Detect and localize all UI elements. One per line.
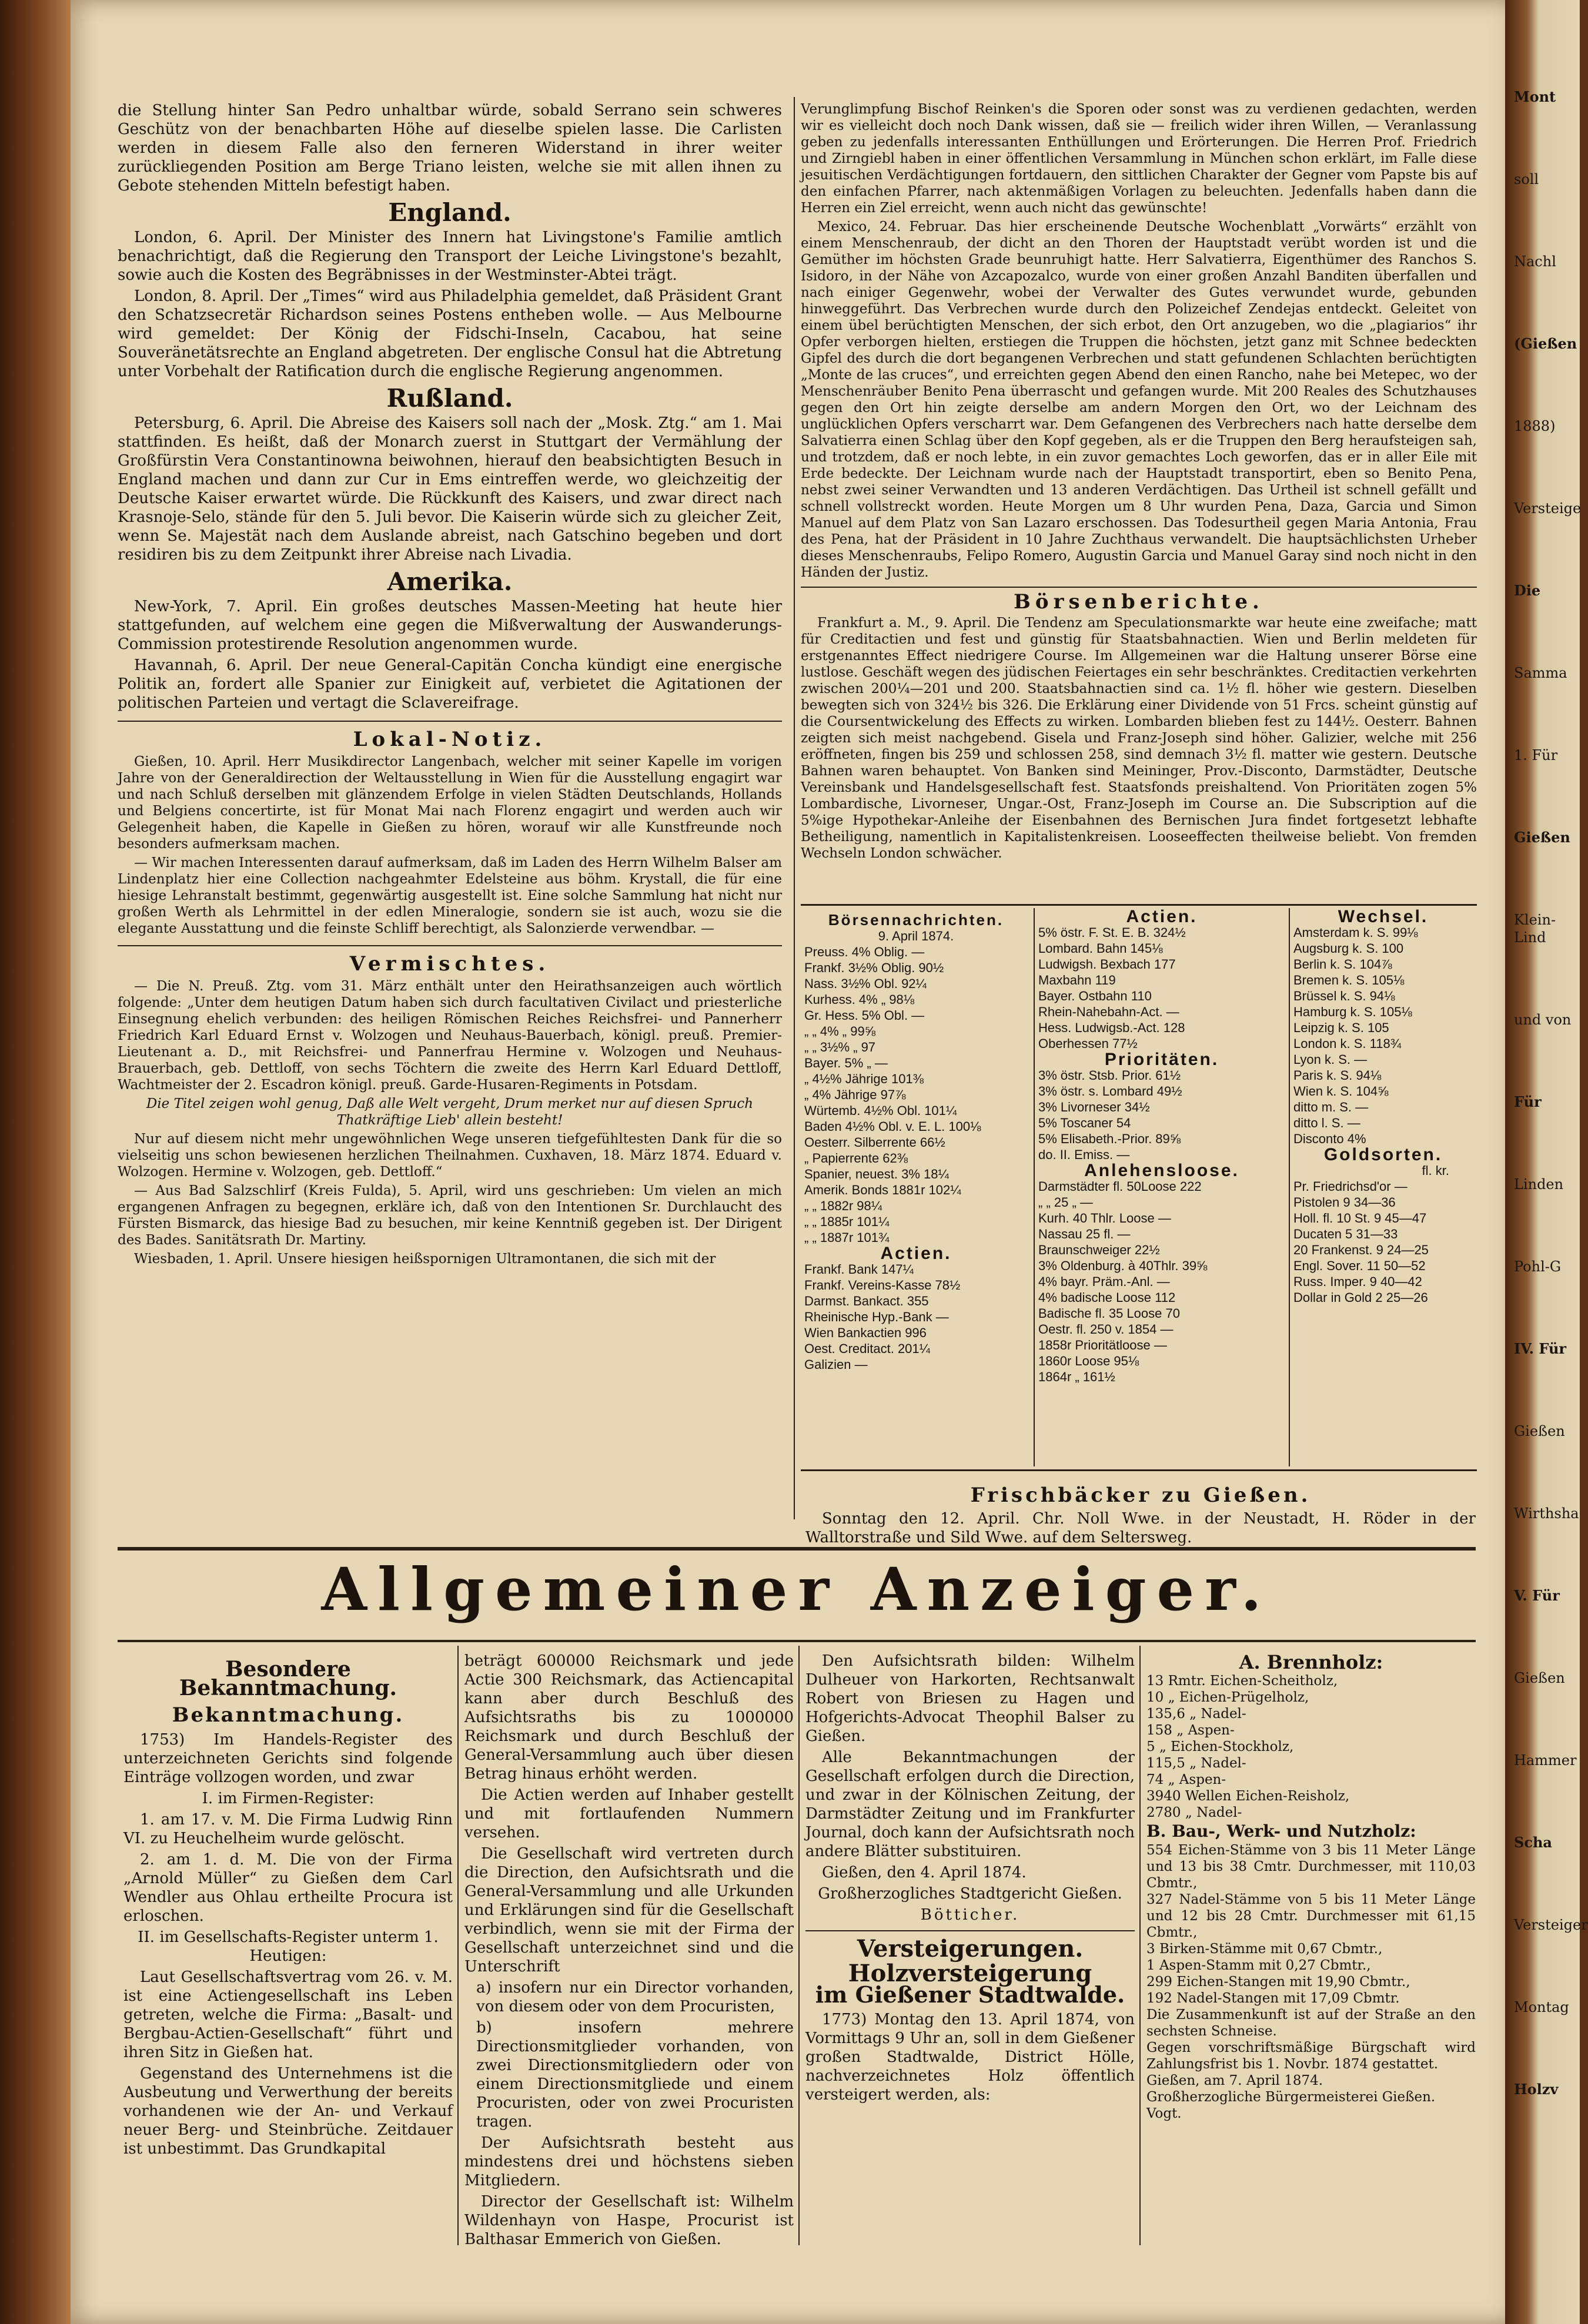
table-row: Brüssel k. S. 94⅛ [1293,989,1395,1003]
table-row: „ „ 1882r 98¼ [804,1198,882,1213]
table-row: ditto m. S. — [1293,1100,1369,1114]
table-row: „ 4½% Jährige 101⅜ [804,1071,924,1086]
article-carlisten: die Stellung hinter San Pedro unhaltbar würde, sobald Serrano sein schweres Geschütz von der benachbarten Höhe auf dieselbe spielen lasse. Die Carlisten werden in diesem Falle also den ferneren Widerstand in ihrer weiter zurückliegenden Position am Berge Triano leisten, welche sie mit allen ihnen zu Gebote stehenden Mitteln befestigt haben. [118,102,782,195]
heading-brennholz: A. Brennholz: [1239,1651,1383,1673]
auction-text: 1773) Montag den 13. April 1874, von Vormittags 9 Uhr an, soll in dem Gießener großen Stadtwalde, District Hölle, nachverzeichnetes Holz öffentlich versteigert werden, als: [805,2011,1135,2104]
table-row: 192 Nadel-Stangen mit 17,09 Cbmtr. [1146,1991,1400,2006]
table-row: Kurhess. 4% „ 98⅛ [804,992,915,1007]
edge-fragment: Mont [1514,88,1556,105]
table-row: Gießen, am 7. April 1874. [1146,2073,1323,2088]
book-spine-shadow [0,0,71,2324]
ad-column-4 [1146,1652,1476,2122]
article-vermischtes-1: — Die N. Preuß. Ztg. vom 31. März enthält unter den Heirathsanzeigen auch wörtlich folgende: „Unter dem heutigen Datum haben sich durch facultativen Civilact und priesterliche Einsegnung ehelich verbunden: des heiligen Römischen Reiches Reichsfrei- und Pannerherr Friedrich Karl Eduard Ernst v. Wolzogen und Neuhaus-Bauerbach, königl. preuß. Premier-Lieutenant a. D., mit Reichsfrei- und Pannerfrau Hermine v. Wolzogen und Neuhaus-Brauerbach, geb. Dettloff, von sechs Töchtern die zweite des Herrn Karl Eduard Dettloff, Wachtmeister der 2. Escadron königl. preuß. Garde-Husaren-Regiments in Potsdam. [118,979,782,1093]
table-row: Gegen vorschriftsmäßige Bürgschaft wird Zahlungsfrist bis 1. Novbr. 1874 gestattet. [1146,2040,1476,2072]
table-row: ditto l. S. — [1293,1116,1360,1130]
edge-fragment: Samma [1514,665,1567,681]
table-row: Darmst. Bankact. 355 [804,1294,929,1308]
edge-fragment: Versteiger [1514,1917,1588,1933]
heading-boersenberichte: Börsenberichte. [1014,590,1264,614]
article-mexico: Mexico, 24. Februar. Das hier erscheinende Deutsche Wochenblatt „Vorwärts“ erzählt von einem Menschenraub, der dicht an den Thoren der Hauptstadt verübt worden ist und die Gemüther im höchsten Grade beunruhigt hatte. Herr Salvatierra, Eigenthümer des Ranchos S. Isidoro, in der Nähe von Azcapozalco, wurde von einer großen Anzahl Banditen überfallen und nach einiger Gegenwehr, wobei der Verwalter des Gutes verwundet wurde, gebunden hinweggeführt. Das Verbrechen wurde durch den Polizeichef Zendejas entdeckt. Geleitet von einem übel berüchtigten Menschen, der sich erbot, den Ort anzugeben, wo die „plagiarios“ ihr Opfer verborgen hielten, erstiegen die Truppen die höchsten, jetzt ganz mit Schnee bedeckten Gipfel des durch die dort begangenen Verbrechen und statt gefundenen Schlachten berüchtigten „Monte de las cruces“, und erreichten gegen Abend den einen Rancho, nahe bei Metepec, wo der Menschenräuber Benito Pena überrascht und gefangen wurde. Mit 200 Reales des Schutzhauses gegen den Ort hin zeigte derselbe am andern Morgen den Ort, wo der Leichnam des unglücklichen Opfers verscharrt war. Dem Gefangenen des Verbrechers nach hatte derselbe dem Salvatierra einen Schlag über den Kopf gegeben, als er die Truppen den Berg heraufsteigen sah, und trotzdem, daß er noch lebte, in ein zuvor gemachtes Loch geworfen, das er in aller Eile mit Erde bedeckte. Der Leichnam wurde nach der Hauptstadt transportirt, eben so Benito Pena, nebst zwei seiner Verwandten und 13 anderen Verdächtigen. Das Urtheil ist schnell gefällt und schnell vollstreckt worden. Heute Morgen um 8 Uhr wurden Pena, Daza, Garcia und Simon Manuel auf dem Platz von San Lazaro erschossen. Das Todesurtheil gegen Maria Antonia, Frau des Pena, hat der Präsident in 10 Jahre Zuchthaus verwandelt. Die hauptsächlichsten Urheber dieses Menschenraubs, Felipo Romero, Augustin Garcia und Manuel Garay sind noch nicht in den Händen der Justiz. [801,219,1477,580]
heading-bekanntmachung: Bekanntmachung. [172,1703,404,1727]
table-row: do. II. Emiss. — [1038,1147,1130,1162]
notice-signature: Bötticher. [920,1906,1020,1924]
edge-fragment: Scha [1514,1834,1552,1851]
table-row: Disconto 4% [1293,1131,1366,1146]
table-row: 4% badische Loose 112 [1038,1290,1176,1305]
table-row: Braunschweiger 22½ [1038,1243,1160,1257]
edge-fragment: Nachl [1514,253,1556,270]
article-new-york: New-York, 7. April. Ein großes deutsches Massen-Meeting hat heute hier stattgefunden, auf welchem eine gegen die Mißverwaltung der Auswanderungs-Commission protestirende Resolution angenommen wurde. [118,598,782,653]
article-lokal-1: Gießen, 10. April. Herr Musikdirector Langenbach, welcher mit seiner Kapelle im vorigen Jahre von der Generaldirection der Weltausstellung in Wien für die Ausstellung engagirt war und nach Schluß derselben mit glänzendem Erfolge in vielen Städten Deutschlands, Hollands und Belgiens concertirte, ist für Monat Mai nach Florenz engagirt und werden auch wir Gelegenheit haben, die Kapelle in Gießen zu hören, worauf wir alle Kunstfreunde noch besonders aufmerksam machen. [118,754,782,852]
table-row: Großherzogliche Bürgermeisterei Gießen. [1146,2089,1436,2105]
table-title: Börsennachrichten. [828,911,1004,929]
notice-text: Die Gesellschaft wird vertreten durch die Direction, den Aufsichtsrath und die General-Versammlung und alle Urkunden und Erklärungen sind für die Gesellschaft verbindlich, wenn sie mit der Firma der Gesellschaft unterzeichnet sind und die Unterschrift [464,1845,794,1975]
edge-fragment: (Gießen [1514,335,1577,352]
edge-fragment: Die [1514,582,1541,599]
edge-fragment: Linden [1514,1176,1564,1193]
table-row: 13 Rmtr. Eichen-Scheitholz, [1146,1673,1338,1689]
frischbaecker-notice [805,1481,1476,1549]
article-vermischtes-2: Nur auf diesem nicht mehr ungewöhnlichen Wege unseren tiefgefühltesten Dank für die so vielseitig uns schon bewiesenen herzlichen Theilnahmen. Cuxhaven, 18. März 1874. Eduard v. Wolzogen. Hermine v. Wolzogen, geb. Dettloff.“ [118,1131,782,1180]
table-row: 135,6 „ Nadel- [1146,1706,1246,1722]
table-row: Frankf. 3½% Oblig. 90½ [804,960,944,975]
table-title-prioritaeten: Prioritäten. [1104,1050,1219,1069]
table-row: 115,5 „ Nadel- [1146,1756,1246,1771]
notice-text: b) insofern mehrere Directionsmitglieder vorhanden, von zwei Directionsmitgliedern oder von einem Directionsmitgliede und einem Procuristen, oder von zwei Procuristen tragen. [476,2019,794,2131]
table-row: Die Zusammenkunft ist auf der Straße an den sechsten Schneise. [1146,2007,1476,2039]
table-row: 1864r „ 161½ [1038,1369,1115,1384]
edge-fragment: Gießen [1514,1670,1565,1686]
edge-fragment: Wirthsha [1514,1505,1579,1522]
edge-fragment: Hammer [1514,1752,1577,1769]
article-lokal-2: — Wir machen Interessenten darauf aufmerksam, daß im Laden des Herrn Wilhelm Balser am Lindenplatz hier eine Collection nachgeahmter Edelsteine aus böhm. Krystall, die für eine hiesige Lehranstalt bestimmt, gegenwärtig ausgestellt ist. Eine solche Sammlung hat nicht nur großen Werth als Lehrmittel in der edlen Mineralogie, sondern sie ist auch, wozu sie die elegante Ausstattung und die feinste Schliff berechtigt, als Salonzierde verwendbar. — [118,855,782,936]
table-row: „ „ 1885r 101¼ [804,1214,890,1229]
table-row: 20 Frankenst. 9 24—25 [1293,1243,1429,1257]
table-row: „ „ 1887r 101¾ [804,1230,890,1245]
notice-text: II. im Gesellschafts-Register unterm 1. Heutigen: [138,1928,439,1965]
table-rows [804,1261,1028,1372]
table-row: Ludwigsh. Bexbach 177 [1038,957,1176,972]
edge-fragment: Pohl-G [1514,1258,1562,1275]
column-news-right [801,101,1477,864]
edge-fragment: Montag [1514,1999,1569,2015]
table-title-goldsorten: Goldsorten. [1323,1145,1443,1164]
table-row: Leipzig k. S. 105 [1293,1020,1389,1035]
heading-frischbaecker: Frischbäcker zu Gießen. [970,1484,1311,1507]
table-row: 74 „ Aspen- [1146,1772,1226,1787]
table-row: Amerik. Bonds 1881r 102¼ [804,1183,961,1197]
table-row: Oest. Creditact. 201¼ [804,1341,930,1356]
table-row: Augsburg k. S. 100 [1293,941,1404,956]
table-row: 3% Oldenburg. à 40Thlr. 39⅝ [1038,1258,1208,1273]
notice-authority: Großherzogliches Stadtgericht Gießen. [818,1885,1122,1903]
table-row: Amsterdam k. S. 99⅛ [1293,925,1418,940]
table-row: 327 Nadel-Stämme von 5 bis 11 Meter Länge und 12 bis 28 Cmtr. Durchmesser mit 61,15 Cbmtr., [1146,1892,1476,1940]
notice-text: Die Actien werden auf Inhaber gestellt und mit fortlaufenden Nummern versehen. [464,1786,794,1841]
table-row: Nassau 25 fl. — [1038,1227,1131,1241]
notice-text: 1753) Im Handels-Register des unterzeichneten Gerichts sind folgende Einträge vollzogen worden, und zwar [123,1731,453,1786]
table-row: Kurh. 40 Thlr. Loose — [1038,1211,1171,1225]
table-row: London k. S. 118¾ [1293,1036,1402,1051]
table-row: Oesterr. Silberrente 66½ [804,1135,945,1150]
table-row: Berlin k. S. 104⅞ [1293,957,1392,972]
table-row: 3% Livorneser 34½ [1038,1100,1150,1114]
table-row: „ 4% Jährige 97⅞ [804,1087,906,1102]
table-row: Maxbahn 119 [1038,973,1116,987]
heading-allgemeiner-anzeiger: Allgemeiner Anzeiger. [321,1555,1272,1624]
edge-fragment: V. Für [1514,1587,1560,1604]
edge-fragment: 1888) [1514,418,1556,434]
section-rule [118,1547,1476,1551]
notice-text: 2. am 1. d. M. Die von der Firma „Arnold Müller“ zu Gießen dem Carl Wendler aus Ohlau ertheilte Procura ist erloschen. [123,1851,453,1925]
table-row: 1860r Loose 95⅛ [1038,1354,1139,1368]
table-row: 5% Toscaner 54 [1038,1116,1131,1130]
table-row: Spanier, neuest. 3% 18¼ [804,1167,949,1181]
article-reinkens: Verunglimpfung Bischof Reinken's die Sporen oder sonst was zu verdienen gedachten, werden wir es vielleicht doch noch Dank wissen, daß sie — freilich wider ihren Willen, — Veranlassung geben zu jedenfalls interessanten Enthüllungen und Erörterungen. Die Herren Prof. Friedrich und Zirngiebl haben in einer öffentlichen Versammlung in München schon erklärt, im Falle diese jesuitischen Verdächtigungen fortdauern, den sittlichen Charakter der Gegner vom Papste bis auf den einfachen Pfarrer, nach aktenmäßigen Vorlagen zu beleuchten. Jedenfalls haben dann die Herren ein Ziel erreicht, wenn auch nicht das gewünschte! [801,102,1477,216]
edge-fragment: Gießen [1514,1423,1565,1439]
notice-text: Laut Gesellschaftsvertrag vom 26. v. M. ist eine Actiengesellschaft ins Leben getreten, welche die Firma: „Basalt- und Bergbau-Actien-Gesellschaft“ führt und ihren Sitz in Gießen hat. [123,1968,453,2061]
article-frankfurt: Frankfurt a. M., 9. April. Die Tendenz am Speculationsmarkte war heute eine zweifache; matt für Creditactien und fest und günstig für Staatsbahnactien. Wien und Berlin meldeten für erstgenanntes Effect niedrigere Course. Im Allgemeinen war die Haltung unserer Börse eine lustlose. Geschäft wegen des jüdischen Feiertages ein sehr beschränktes. Creditactien verkehrten zwischen 200¼—201 und 200. Staatsbahnactien sind ca. 1½ fl. höher wie gestern. Dieselben bewegten sich von 324½ bis 326. Die Erklärung einer Dividende von 51 Frcs. scheint günstig auf die Coursentwickelung des Effects zu wirken. Lombarden blieben fest zu 144½. Oesterr. Bahnen zeigten sich meist nachgebend. Gisela und Franz-Joseph sind höher. Galizier, welche mit 256 eröffneten, fingen bis 259 und schlossen 258, sind demnach 3½ fl. matter wie gestern. Deutsche Bahnen waren behauptet. Von Banken sind Meininger, Prov.-Disconto, Darmstädter, Deutsche Vereinsbank und Handelsgesellschaft fest. Staatsfonds preishaltend. Von Prioritäten zogen 5% Lombardische, Livorneser, Ungar.-Ost, Franz-Joseph im Course an. Die Subscription auf die 5%ige Hypothekar-Anleihe der Eisenbahnen des Bernischen Jura findet fortgesetzt lebhafte Betheiligung, namentlich in Kapitalistenkreisen. Looseeffecten theilweise beliebt. Von fremden Wechseln London schwächer. [801,615,1477,861]
edge-fragment: Klein-Lind [1514,912,1556,946]
table-row: 158 „ Aspen- [1146,1723,1235,1738]
table-row: Frankf. Vereins-Kasse 78½ [804,1278,961,1292]
table-row: Oestr. fl. 250 v. 1854 — [1038,1322,1174,1337]
table-row: Frankf. Bank 147¼ [804,1262,914,1277]
wood-details [1146,1842,1476,2122]
divider [805,1930,1135,1931]
table-rows [1293,925,1473,1147]
ad-column-3 [805,1652,1135,2107]
table-rows [1293,1178,1473,1305]
table-date: 9. April 1874. [878,929,954,943]
table-row: Gr. Hess. 5% Obl. — [804,1008,925,1023]
table-row: 1858r Prioritätloose — [1038,1338,1167,1352]
edge-fragment: soll [1514,171,1539,187]
article-vermischtes-3: — Aus Bad Salzschlirf (Kreis Fulda), 5. April, wird uns geschrieben: Um vielen an mich ergangenen Anfragen zu begegnen, erkläre ich, daß von den Intentionen Sr. Durchlaucht des Fürsten Bismarck, das hiesige Bad zu besuchen, mir keine Kenntniß gegeben ist. Der Dirigent des Bades. Sanitätsrath Dr. Martiny. [118,1183,782,1248]
notice-text: Gegenstand des Unternehmens ist die Ausbeutung und Verwerthung der bereits vorhandenen wie der An- und Verkauf neuer Berg- und Steinbrüche. Zeitdauer ist unbestimmt. Das Grundkapital [123,2065,453,2158]
table-boersennachrichten [804,912,1028,1372]
table-row: 5% östr. F. St. E. B. 324½ [1038,925,1186,940]
table-row: 5 „ Eichen-Stockholz, [1146,1739,1294,1754]
table-row: Preuss. 4% Oblig. — [804,945,925,959]
table-bottom-rule [801,1469,1477,1471]
article-havannah: Havannah, 6. April. Der neue General-Capitän Concha kündigt eine energische Politik an, fordert alle Spanier zur Einigkeit auf, verbietet die Agitationen der politischen Parteien und vertagt die Sclavereifrage. [118,657,782,712]
table-row: Pr. Friedrichsd'or — [1293,1179,1408,1194]
table-row: Bayer. 5% „ — [804,1056,888,1070]
table-top-rule [801,904,1477,906]
table-row: Engl. Sover. 11 50—52 [1293,1258,1426,1273]
notice-text: I. im Firmen-Register: [202,1790,375,1807]
table-rows [1038,1178,1285,1385]
notice-text: 1. am 17. v. M. Die Firma Ludwig Rinn VI. zu Heuchelheim wurde gelöscht. [123,1811,453,1847]
edge-fragment: 1. Für [1514,747,1558,763]
table-row: Vogt. [1146,2106,1182,2121]
table-row: Rheinische Hyp.-Bank — [804,1310,949,1324]
next-page-fragments [1514,88,1588,2263]
table-rows [804,944,1028,1245]
table-row: Baden 4½% Obl. v. E. L. 100⅛ [804,1119,981,1134]
heading-russland: Rußland. [386,384,513,413]
wood-list [1146,1673,1476,1821]
edge-fragment: Holzv [1514,2081,1559,2098]
table-row: Lombard. Bahn 145⅛ [1038,941,1163,956]
edge-fragment: Gießen [1514,829,1570,846]
table-row: Bayer. Ostbahn 110 [1038,989,1152,1003]
frischbaecker-text: Sonntag den 12. April. Chr. Noll Wwe. in der Neustadt, H. Röder in der Walltorstraße und Sild Wwe. auf dem Seltersweg. [805,1510,1476,1546]
article-london-1: London, 6. April. Der Minister des Innern hat Livingstone's Familie amtlich benachrichtigt, daß die Regierung den Transport der Leiche Livingstone's bezahlt, sowie auch die Kosten des Begräbnisses in der Westminster-Abtei trägt. [118,229,782,284]
article-london-2: London, 8. April. Der „Times“ wird aus Philadelphia gemeldet, daß Präsident Grant den Schatzsecretär Richardson seines Postens entheben wolle. — Aus Melbourne wird gemeldet: Der König der Fidschi-Inseln, Cacabou, hat seine Souveränetätsrechte an England abgetreten. Der englische Consul hat die Abtretung unter Vorbehalt der Ratification durch die englische Regierung angenommen. [118,287,782,380]
heading-holzversteigerung: Holzversteigerung [848,1960,1092,1987]
table-row: Oberhessen 77½ [1038,1036,1138,1051]
table-subtitle-actien: Actien. [880,1244,952,1263]
divider [118,945,782,946]
heading-versteigerungen: Versteigerungen. [857,1935,1084,1963]
heading-amerika: Amerika. [387,567,513,596]
table-row: Hess. Ludwigsb.-Act. 128 [1038,1020,1185,1035]
table-row: 3 Birken-Stämme mit 0,67 Cbmtr., [1146,1941,1383,1957]
table-row: Nass. 3½% Obl. 92¼ [804,976,927,991]
notice-text: Der Aufsichtsrath besteht aus mindestens drei und höchstens sieben Mitgliedern. [464,2134,794,2189]
table-wechsel [1293,909,1473,1305]
column-rule [798,1646,800,2245]
table-row: 554 Eichen-Stämme von 3 bis 11 Meter Länge und 13 bis 38 Cmtr. Durchmesser, mit 110,03 Cbmtr., [1146,1843,1476,1891]
section-rule [118,1640,1476,1642]
edge-fragment: IV. Für [1514,1340,1567,1357]
heading-stadtwalde: im Gießener Stadtwalde. [815,1981,1125,2008]
edge-fragment: und von [1514,1012,1572,1028]
divider [118,721,782,722]
table-rows [1038,1067,1285,1163]
table-row: 2780 „ Nadel- [1146,1805,1242,1820]
table-title-wechsel: Wechsel. [1338,907,1429,926]
table-row: Darmstädter fl. 50Loose 222 [1038,1179,1202,1194]
table-row: „ „ 4% „ 99⅝ [804,1024,876,1039]
table-row: Ducaten 5 31—33 [1293,1227,1398,1241]
table-row: 299 Eichen-Stangen mit 19,90 Cbmtr., [1146,1974,1410,1990]
table-row: 5% Elisabeth.-Prior. 89⅝ [1038,1131,1181,1146]
table-rows [1038,925,1285,1052]
notice-text: Alle Bekanntmachungen der Gesellschaft erfolgen durch die Direction, und zwar in der Kölnischen Zeitung, der Darmstädter Zeitung und im Frankfurter Journal, doch kann der Aufsichtsrath noch andere Blätter substituiren. [805,1749,1135,1860]
table-title-actien: Actien. [1126,907,1198,926]
gold-unit: fl. kr. [1422,1163,1449,1178]
table-row: Pistolen 9 34—36 [1293,1195,1396,1210]
table-row: Paris k. S. 94⅛ [1293,1068,1382,1083]
notice-text: a) insofern nur ein Director vorhanden, von diesem oder von dem Procuristen, [476,1979,794,2015]
article-wiesbaden: Wiesbaden, 1. April. Unsere hiesigen heißspornigen Ultramontanen, die sich mit der [134,1251,716,1267]
table-title-anlehensloose: Anlehensloose. [1084,1161,1239,1180]
column-rule [1139,1646,1141,2245]
table-row: „ „ 3½% „ 97 [804,1040,876,1054]
ad-column-2 [464,1652,794,2251]
heading-england: England. [388,198,511,227]
table-row: 4% bayr. Präm.-Anl. — [1038,1274,1170,1289]
table-row: Hamburg k. S. 105⅛ [1293,1004,1412,1019]
table-row: Wien Bankactien 996 [804,1325,927,1340]
table-row: „ „ 25 „ — [1038,1195,1093,1210]
table-row: Badische fl. 35 Loose 70 [1038,1306,1180,1321]
table-row: Russ. Imper. 9 40—42 [1293,1274,1422,1289]
notice-date: Gießen, den 4. April 1874. [822,1864,1027,1881]
edge-fragment: Für [1514,1093,1542,1110]
column-rule [1289,908,1290,1466]
table-row: 3% östr. Stsb. Prior. 61½ [1038,1068,1181,1083]
table-row: Wien k. S. 104⅝ [1293,1084,1389,1099]
heading-nutzholz: B. Bau-, Werk- und Nutzholz: [1146,1821,1416,1841]
column-rule [1034,908,1035,1466]
table-row: Lyon k. S. — [1293,1052,1368,1067]
table-row: Galizien — [804,1357,868,1372]
poem: Die Titel zeigen wohl genug, Daß alle Welt vergeht, Drum merket nur auf diesen Spruch Thatkräftige Lieb' allein besteht! [146,1096,754,1128]
edge-fragment: Versteige [1514,500,1582,517]
table-row: Würtemb. 4½% Obl. 101¼ [804,1103,957,1118]
column-rule [794,97,795,1519]
table-row: Holl. fl. 10 St. 9 45—47 [1293,1211,1427,1225]
article-petersburg: Petersburg, 6. April. Die Abreise des Kaisers soll nach der „Mosk. Ztg.“ am 1. Mai stattfinden. Es heißt, daß der Monarch zuerst in Stuttgart der Vermählung der Großfürstin Vera Constantinowna beiwohnen, hierauf den beabsichtigten Besuch in England machen und dann zur Cur in Ems eintreffen werde, wo gleichzeitig der Deutsche Kaiser erwartet würde. Die Rückkunft des Kaisers, und zwar direct nach Krasnoje-Selo, stände für den 5. Juli bevor. Die Kaiserin würde sich zu gleicher Zeit, wenn Se. Majestät nach dem Auslande abreist, nach Gatschino begeben und dort residiren bis zu dem Zeitpunkt ihrer Abreise nach Livadia. [118,414,782,564]
table-row: 3940 Wellen Eichen-Reisholz, [1146,1789,1350,1804]
column-rule [457,1646,459,2245]
heading-besondere-bekanntmachung: Besondere Bekanntmachung. [179,1657,397,1700]
notice-text: Director der Gesellschaft ist: Wilhelm Wildenhayn von Haspe, Procurist ist Balthasar Emmerich von Gießen. [464,2193,794,2248]
notice-text: Den Aufsichtsrath bilden: Wilhelm Dulheuer von Harkorten, Rechtsanwalt Robert von Briesen zu Hagen und Hofgerichts-Advocat Theophil Balser zu Gießen. [805,1652,1135,1745]
column-news-left [118,101,782,1270]
ad-column-1 [123,1652,453,2161]
table-row: Rhein-Nahebahn-Act. — [1038,1004,1179,1019]
table-row: 10 „ Eichen-Prügelholz, [1146,1690,1309,1705]
notice-text: beträgt 600000 Reichsmark und jede Actie 300 Reichsmark, das Actiencapital kann aber durch Beschluß des Aufsichtsraths bis zu 1000000 Reichsmark und durch Beschluß der General-Versammlung auch über diesen Betrag hinaus erhöht werden. [464,1652,794,1783]
table-row: „ Papierrente 62⅜ [804,1151,908,1166]
heading-lokal-notiz: Lokal-Notiz. [353,728,547,751]
table-row: Dollar in Gold 2 25—26 [1293,1290,1428,1305]
table-row: 1 Aspen-Stamm mit 0,27 Cbmtr., [1146,1958,1371,1973]
table-actien [1038,909,1285,1385]
heading-vermischtes: Vermischtes. [349,952,550,976]
table-row: Bremen k. S. 105⅛ [1293,973,1405,987]
divider [801,587,1477,588]
table-row: 3% östr. s. Lombard 49½ [1038,1084,1182,1099]
